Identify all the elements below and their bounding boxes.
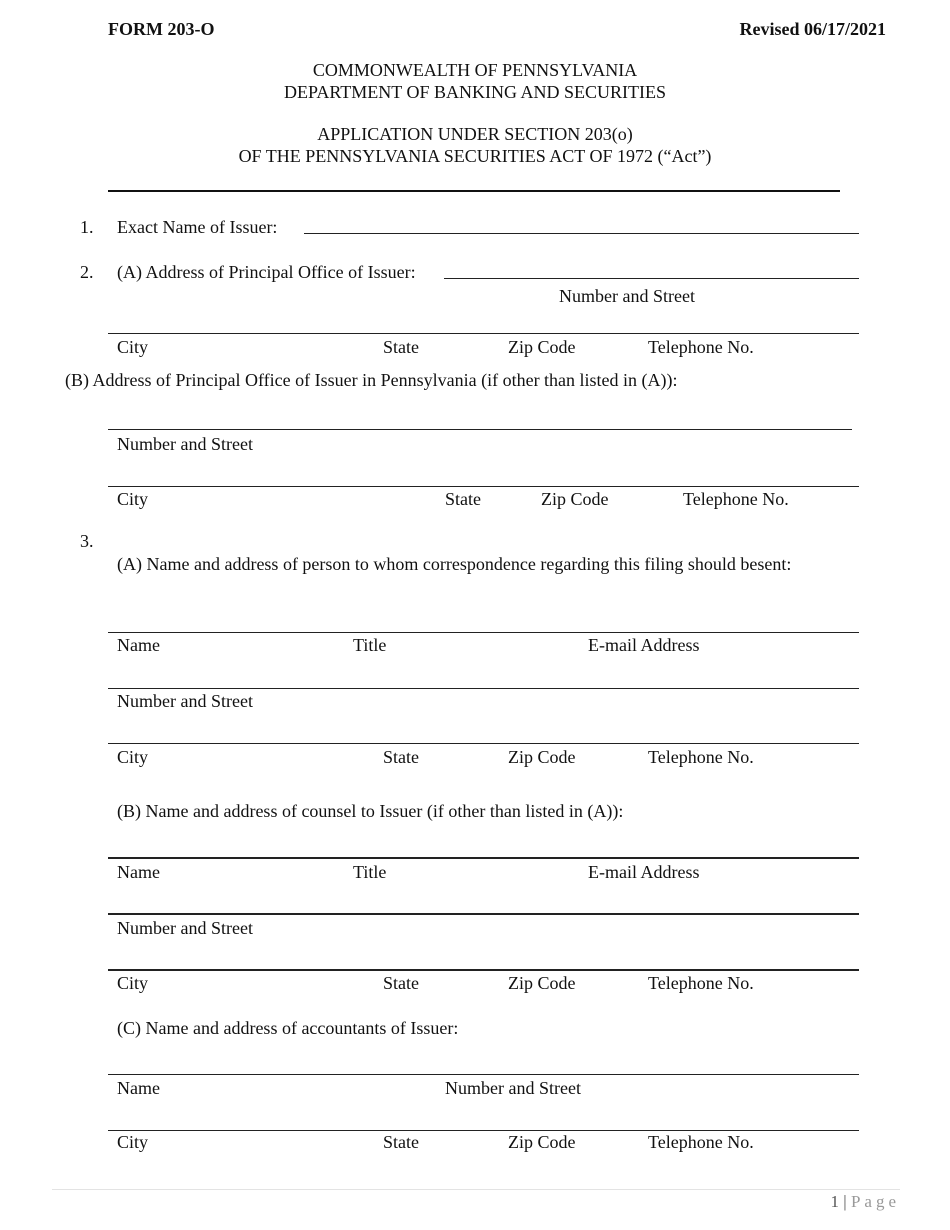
- item-2-number: 2.: [80, 262, 94, 282]
- agency-line-1: COMMONWEALTH OF PENNSYLVANIA: [312, 60, 638, 80]
- agency-line-2: DEPARTMENT OF BANKING AND SECURITIES: [284, 82, 666, 102]
- email-caption: E-mail Address: [588, 635, 700, 655]
- correspondence-label: (A) Name and address of person to whom correspondence regarding this filing should besent:: [117, 554, 792, 574]
- city-caption: City: [117, 337, 149, 357]
- title-caption: Title: [353, 635, 387, 655]
- accountants-city-field[interactable]: [108, 1130, 859, 1131]
- state-caption: State: [383, 747, 419, 767]
- principal-office-city-field[interactable]: [108, 333, 859, 334]
- telephone-caption: Telephone No.: [648, 747, 754, 767]
- zip-code-caption: Zip Code: [508, 973, 576, 993]
- pa-office-city-field[interactable]: [108, 486, 859, 487]
- header-divider: [108, 190, 840, 192]
- pa-office-street-caption: Number and Street: [117, 434, 253, 454]
- zip-code-caption: Zip Code: [508, 747, 576, 767]
- state-caption: State: [383, 973, 419, 993]
- correspondence-name-field[interactable]: [108, 632, 859, 633]
- form-title-line-1: APPLICATION UNDER SECTION 203(o): [317, 124, 633, 144]
- page-separator: |: [843, 1192, 847, 1211]
- counsel-street-field[interactable]: [108, 913, 859, 915]
- form-id: FORM 203-O: [108, 19, 215, 39]
- counsel-city-field[interactable]: [108, 969, 859, 971]
- name-caption: Name: [117, 1078, 160, 1098]
- page-number: 1: [830, 1192, 840, 1211]
- correspondence-street-field[interactable]: [108, 688, 859, 689]
- city-caption: City: [117, 973, 149, 993]
- zip-code-caption: Zip Code: [508, 337, 576, 357]
- name-caption: Name: [117, 862, 160, 882]
- correspondence-city-field[interactable]: [108, 743, 859, 744]
- street-caption: Number and Street: [117, 691, 253, 711]
- item-3-number: 3.: [80, 531, 94, 551]
- item-1-number: 1.: [80, 217, 94, 237]
- accountants-label: (C) Name and address of accountants of Issuer:: [117, 1018, 459, 1038]
- telephone-caption: Telephone No.: [683, 489, 789, 509]
- form-title-line-2: OF THE PENNSYLVANIA SECURITIES ACT OF 1972 (“Act”): [238, 146, 712, 166]
- telephone-caption: Telephone No.: [648, 337, 754, 357]
- issuer-name-field[interactable]: [304, 233, 859, 234]
- principal-office-street-field[interactable]: [444, 278, 859, 279]
- city-caption: City: [117, 1132, 149, 1152]
- footer-divider: [52, 1189, 900, 1190]
- pa-office-street-field[interactable]: [108, 429, 852, 430]
- state-caption: State: [445, 489, 481, 509]
- street-caption: Number and Street: [445, 1078, 581, 1098]
- state-caption: State: [383, 337, 419, 357]
- email-caption: E-mail Address: [588, 862, 700, 882]
- principal-office-street-caption: Number and Street: [559, 286, 695, 306]
- pa-office-label: (B) Address of Principal Office of Issuer in Pennsylvania (if other than listed in (A)):: [65, 370, 678, 390]
- accountants-name-field[interactable]: [108, 1074, 859, 1075]
- street-caption: Number and Street: [117, 918, 253, 938]
- issuer-name-label: Exact Name of Issuer:: [117, 217, 278, 237]
- state-caption: State: [383, 1132, 419, 1152]
- page-footer: [831, 1193, 900, 1210]
- city-caption: City: [117, 489, 149, 509]
- title-caption: Title: [353, 862, 387, 882]
- page-word: Page: [850, 1192, 900, 1211]
- counsel-label: (B) Name and address of counsel to Issuer (if other than listed in (A)):: [117, 801, 624, 821]
- city-caption: City: [117, 747, 149, 767]
- counsel-name-field[interactable]: [108, 857, 859, 859]
- revised-date: Revised 06/17/2021: [739, 19, 886, 39]
- zip-code-caption: Zip Code: [508, 1132, 576, 1152]
- name-caption: Name: [117, 635, 160, 655]
- zip-code-caption: Zip Code: [541, 489, 609, 509]
- principal-office-label: (A) Address of Principal Office of Issuer:: [117, 262, 416, 282]
- telephone-caption: Telephone No.: [648, 1132, 754, 1152]
- telephone-caption: Telephone No.: [648, 973, 754, 993]
